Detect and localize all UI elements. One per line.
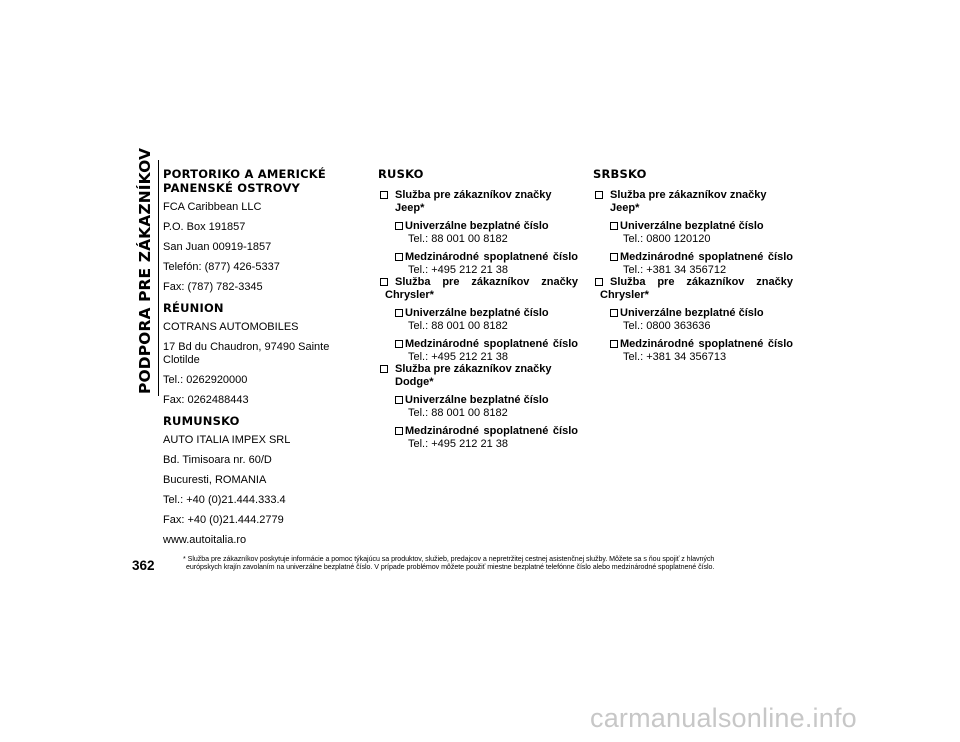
phone-value: Tel.: 0800 363636 <box>623 319 711 332</box>
side-rule <box>158 160 159 396</box>
column-2 <box>378 167 578 450</box>
checkbox-bullet-icon <box>395 253 403 261</box>
checkbox-bullet-icon <box>380 191 388 199</box>
column-1 <box>163 167 363 554</box>
footnote <box>183 555 803 572</box>
list-item-chrysler <box>378 276 578 301</box>
address-line: San Juan 00919-1857 <box>163 241 272 253</box>
section-side-title: PODPORA PRE ZÁKAZNÍKOV <box>136 147 154 394</box>
fax-line: Fax: 0262488443 <box>163 394 249 406</box>
checkbox-bullet-icon <box>395 396 403 404</box>
number-label: Univerzálne bezplatné číslo <box>405 307 549 319</box>
address-line: P.O. Box 191857 <box>163 221 246 233</box>
list-item-chrysler <box>593 276 793 301</box>
phone-value: Tel.: 88 001 00 8182 <box>408 319 508 332</box>
service-label: Služba pre zákazníkov značky Dodge* <box>395 363 552 388</box>
address-line: Bd. Timisoara nr. 60/D <box>163 454 272 466</box>
heading-russia: RUSKO <box>378 167 424 181</box>
checkbox-bullet-icon <box>395 427 403 435</box>
heading-romania: RUMUNSKO <box>163 414 240 428</box>
list-item-international <box>593 338 793 363</box>
footnote-line-2: európskych krajín zavolaním na univerzálne bezplatné číslo. V prípade problémov môžete použiť miestne bezplatné telefónne číslo alebo medzinárodné spoplatnené číslo. <box>186 563 715 572</box>
list-item-universal <box>593 220 793 245</box>
number-label: Univerzálne bezplatné číslo <box>405 394 549 406</box>
checkbox-bullet-icon <box>610 253 618 261</box>
checkbox-bullet-icon <box>610 222 618 230</box>
checkbox-bullet-icon <box>595 191 603 199</box>
phone-value: Tel.: 88 001 00 8182 <box>408 406 508 419</box>
address-line: COTRANS AUTOMOBILES <box>163 321 299 333</box>
checkbox-bullet-icon <box>380 278 388 286</box>
watermark: carmanualsonline.info <box>590 703 857 733</box>
service-label-cont: Chrysler* <box>385 288 434 301</box>
list-item-international <box>378 425 578 450</box>
phone-value: Tel.: +381 34 356713 <box>623 350 727 363</box>
list-item-international <box>378 251 578 276</box>
checkbox-bullet-icon <box>395 340 403 348</box>
phone-line: Tel.: +40 (0)21.444.333.4 <box>163 494 286 506</box>
number-label: Univerzálne bezplatné číslo <box>620 220 764 232</box>
fax-line: Fax: +40 (0)21.444.2779 <box>163 514 284 526</box>
number-label: Medzinárodné spoplatnené číslo <box>405 251 578 263</box>
checkbox-bullet-icon <box>610 309 618 317</box>
heading-reunion: RÉUNION <box>163 301 224 315</box>
service-label: Služba pre zákazníkov značky <box>610 276 793 288</box>
service-label: Služba pre zákazníkov značky Jeep* <box>610 189 767 214</box>
phone-value: Tel.: 88 001 00 8182 <box>408 232 508 245</box>
page-number: 362 <box>132 558 155 573</box>
address-line: Bucuresti, ROMANIA <box>163 474 267 486</box>
service-label-cont: Chrysler* <box>600 288 649 301</box>
phone-line: Tel.: 0262920000 <box>163 374 248 386</box>
list-item-dodge <box>378 363 578 388</box>
number-label: Univerzálne bezplatné číslo <box>405 220 549 232</box>
phone-value: Tel.: +495 212 21 38 <box>408 437 508 450</box>
list-item-universal <box>378 394 578 419</box>
list-item-international <box>593 251 793 276</box>
list-item-universal <box>378 307 578 332</box>
address-line: FCA Caribbean LLC <box>163 201 262 213</box>
checkbox-bullet-icon <box>395 222 403 230</box>
address-romania <box>163 434 363 547</box>
checkbox-bullet-icon <box>595 278 603 286</box>
footnote-line-1: * Služba pre zákazníkov poskytuje informácie a pomoc týkajúcu sa produktov, služieb, predajcov a nepretržitej cestnej asistenčnej služby. Môžete sa s ňou spojiť z hlavných <box>183 555 715 563</box>
number-label: Medzinárodné spoplatnené číslo <box>405 425 578 437</box>
service-label: Služba pre zákazníkov značky Jeep* <box>395 189 552 214</box>
phone-line: Telefón: (877) 426-5337 <box>163 261 280 273</box>
checkbox-bullet-icon <box>395 309 403 317</box>
number-label: Medzinárodné spoplatnené číslo <box>620 251 793 263</box>
website-line: www.autoitalia.ro <box>163 534 247 546</box>
phone-value: Tel.: 0800 120120 <box>623 232 711 245</box>
list-item-universal <box>378 220 578 245</box>
checkbox-bullet-icon <box>610 340 618 348</box>
heading-serbia: SRBSKO <box>593 167 647 181</box>
list-item-universal <box>593 307 793 332</box>
address-reunion <box>163 321 363 407</box>
address-line: AUTO ITALIA IMPEX SRL <box>163 434 291 446</box>
phone-value: Tel.: +495 212 21 38 <box>408 263 508 276</box>
column-3 <box>593 167 793 363</box>
service-label: Služba pre zákazníkov značky <box>395 276 578 288</box>
address-line: 17 Bd du Chaudron, 97490 Sainte Clotilde <box>163 341 330 366</box>
phone-value: Tel.: +381 34 356712 <box>623 263 727 276</box>
number-label: Medzinárodné spoplatnené číslo <box>405 338 578 350</box>
number-label: Medzinárodné spoplatnené číslo <box>620 338 793 350</box>
phone-value: Tel.: +495 212 21 38 <box>408 350 508 363</box>
address-puerto-rico <box>163 201 363 294</box>
checkbox-bullet-icon <box>380 365 388 373</box>
list-item-jeep <box>593 189 793 214</box>
list-item-jeep <box>378 189 578 214</box>
heading-puerto-rico: PORTORIKO A AMERICKÉ PANENSKÉ OSTROVY <box>163 167 326 195</box>
fax-line: Fax: (787) 782-3345 <box>163 281 263 293</box>
number-label: Univerzálne bezplatné číslo <box>620 307 764 319</box>
list-item-international <box>378 338 578 363</box>
